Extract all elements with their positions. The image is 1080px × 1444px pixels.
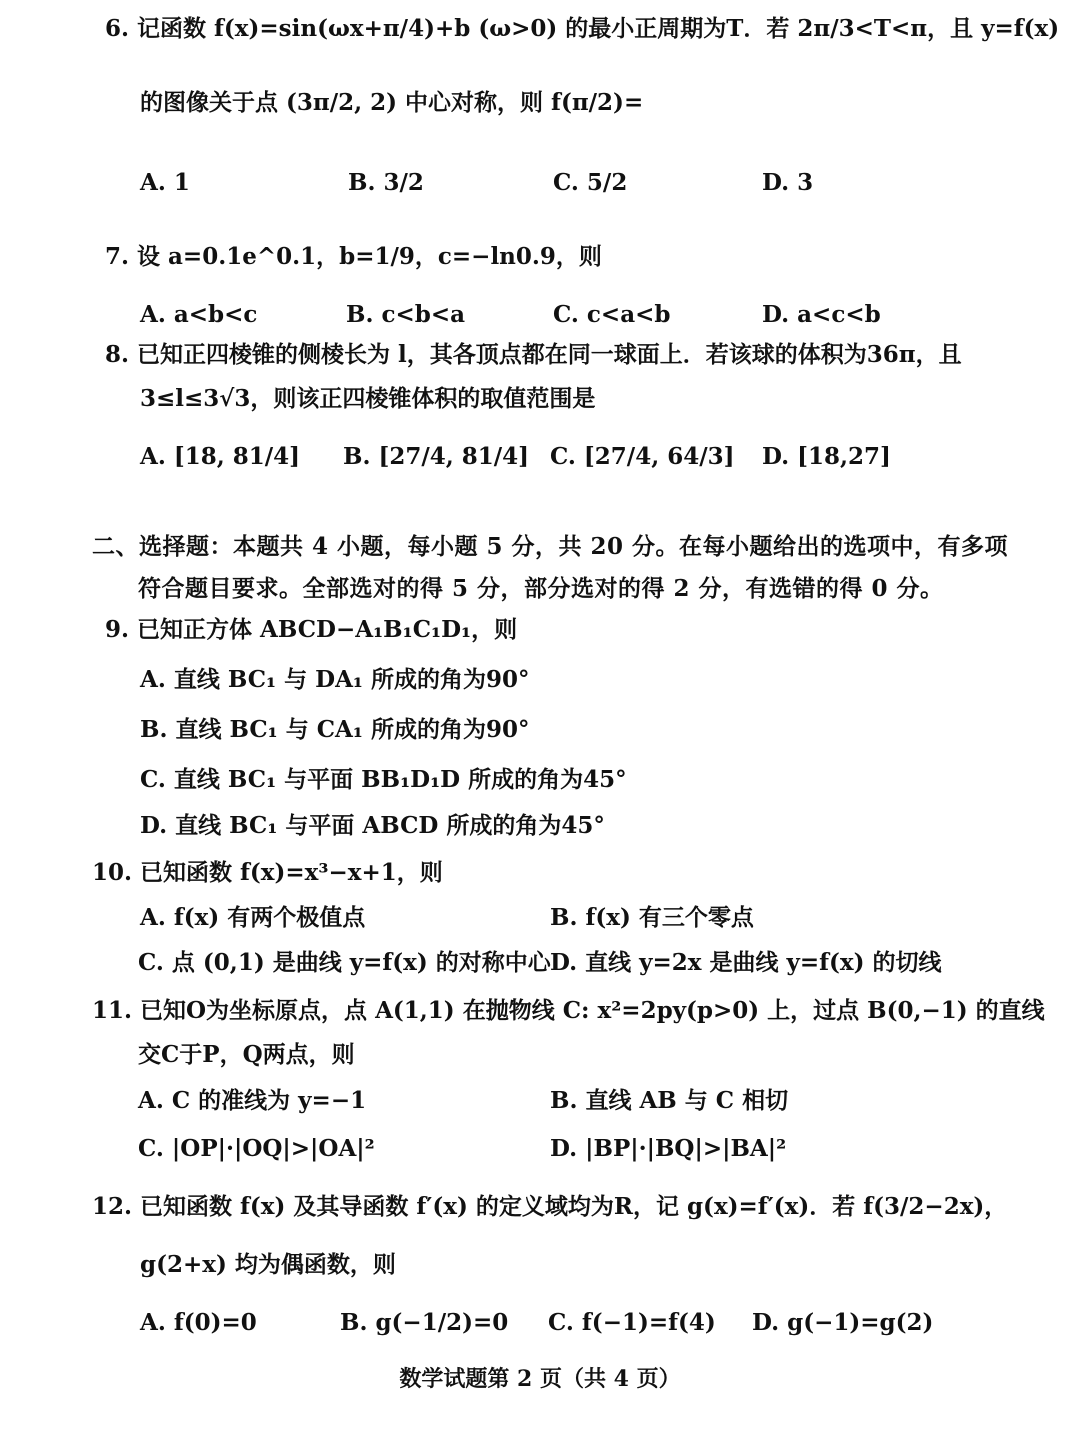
page-footer: 数学试题第 2 页（共 4 页）: [399, 1366, 681, 1392]
question-10-option-a: A. f(x) 有两个极值点: [140, 904, 366, 931]
question-9-option-a: A. 直线 BC₁ 与 DA₁ 所成的角为90°: [140, 666, 530, 693]
question-10-option-b: B. f(x) 有三个零点: [550, 904, 754, 931]
question-6-stem-cont: 的图像关于点 (3π/2, 2) 中心对称，则 f(π/2)=: [140, 89, 644, 116]
question-12-option-c: C. f(−1)=f(4): [548, 1309, 716, 1336]
question-11-option-a: A. C 的准线为 y=−1: [138, 1087, 367, 1114]
question-6-option-d: D. 3: [762, 169, 814, 196]
question-12-option-d: D. g(−1)=g(2): [752, 1309, 934, 1336]
question-7-option-b: B. c<b<a: [346, 301, 465, 328]
question-9-stem: 9. 已知正方体 ABCD−A₁B₁C₁D₁，则: [105, 616, 518, 643]
question-8-stem: 8. 已知正四棱锥的侧棱长为 l，其各顶点都在同一球面上．若该球的体积为36π，且: [105, 341, 962, 368]
question-11-stem: 11. 已知O为坐标原点，点 A(1,1) 在抛物线 C: x²=2py(p>0) 上，过点 B(0,−1) 的直线: [92, 997, 1045, 1024]
question-7-option-c: C. c<a<b: [553, 301, 671, 328]
question-9-option-b: B. 直线 BC₁ 与 CA₁ 所成的角为90°: [140, 716, 530, 743]
question-8-stem-cont: 3≤l≤3√3，则该正四棱锥体积的取值范围是: [140, 385, 596, 412]
section-2-heading-cont: 符合题目要求。全部选对的得 5 分，部分选对的得 2 分，有选错的得 0 分。: [138, 575, 944, 602]
question-11-option-b: B. 直线 AB 与 C 相切: [550, 1087, 789, 1114]
question-11-option-c: C. |OP|·|OQ|>|OA|²: [138, 1135, 375, 1162]
section-2-heading: 二、选择题：本题共 4 小题，每小题 5 分，共 20 分。在每小题给出的选项中，有多项: [92, 533, 1009, 560]
question-8-option-d: D. [18,27]: [762, 443, 891, 470]
question-10-stem: 10. 已知函数 f(x)=x³−x+1，则: [92, 859, 443, 886]
question-8-option-c: C. [27/4, 64/3]: [550, 443, 735, 470]
question-9-option-d: D. 直线 BC₁ 与平面 ABCD 所成的角为45°: [140, 812, 605, 839]
question-8-option-a: A. [18, 81/4]: [140, 443, 301, 470]
question-12-option-a: A. f(0)=0: [140, 1309, 257, 1336]
question-7-option-d: D. a<c<b: [762, 301, 881, 328]
question-6-option-b: B. 3/2: [348, 169, 424, 196]
question-6-option-a: A. 1: [140, 169, 190, 196]
question-12-stem-cont: g(2+x) 均为偶函数，则: [140, 1251, 396, 1278]
question-11-stem-cont: 交C于P，Q两点，则: [138, 1041, 355, 1068]
question-10-option-d: D. 直线 y=2x 是曲线 y=f(x) 的切线: [550, 949, 942, 976]
question-6-option-c: C. 5/2: [553, 169, 628, 196]
question-12-option-b: B. g(−1/2)=0: [340, 1309, 509, 1336]
question-6-stem: 6. 记函数 f(x)=sin(ωx+π/4)+b (ω>0) 的最小正周期为T．若 2π/3<T<π，且 y=f(x): [105, 15, 1060, 42]
question-7-option-a: A. a<b<c: [140, 301, 258, 328]
question-11-option-d: D. |BP|·|BQ|>|BA|²: [550, 1135, 787, 1162]
question-12-stem: 12. 已知函数 f(x) 及其导函数 f′(x) 的定义域均为R，记 g(x)=f′(x)．若 f(3/2−2x)，: [92, 1193, 1008, 1220]
question-9-option-c: C. 直线 BC₁ 与平面 BB₁D₁D 所成的角为45°: [140, 766, 627, 793]
question-10-option-c: C. 点 (0,1) 是曲线 y=f(x) 的对称中心: [138, 949, 551, 976]
question-7-stem: 7. 设 a=0.1e^0.1，b=1/9，c=−ln0.9，则: [105, 243, 602, 270]
question-8-option-b: B. [27/4, 81/4]: [343, 443, 530, 470]
